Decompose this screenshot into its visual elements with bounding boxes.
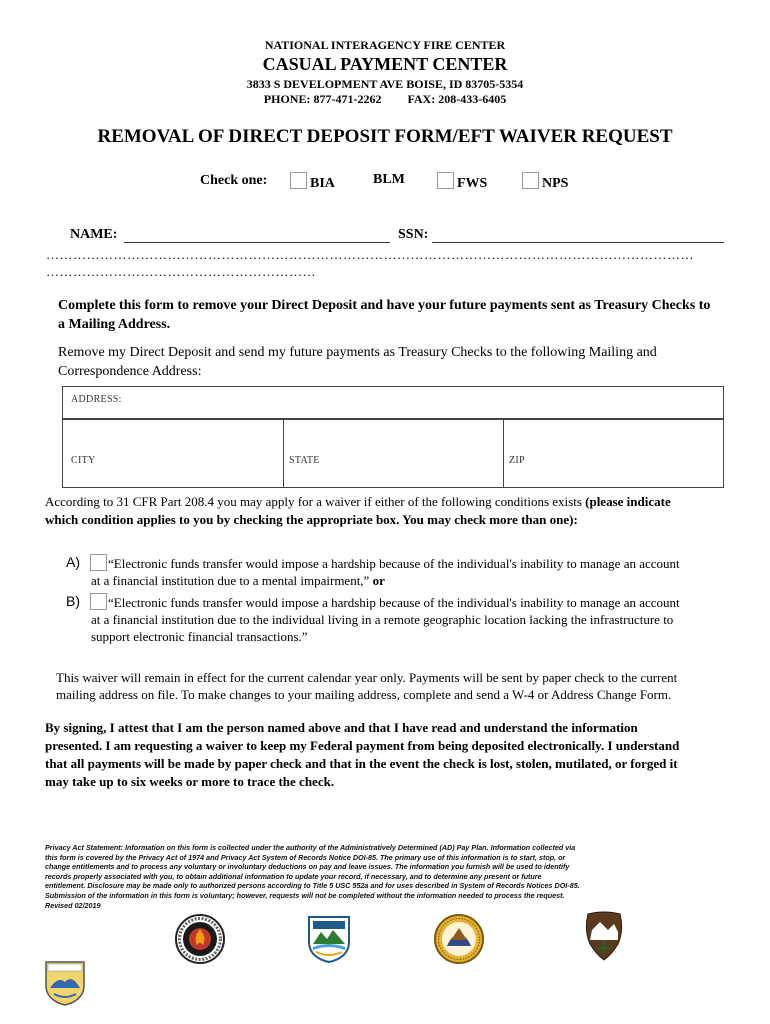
attestation-line-1: By signing, I attest that I am the person named above and that I have read and understand the information <box>45 720 638 735</box>
bia-label: BIA <box>310 176 335 191</box>
option-a-line-2 <box>91 572 385 589</box>
nps-checkbox[interactable] <box>522 172 539 189</box>
privacy-line-4: records properly associated with you, to obtain additional information to update your record, if necessary, and to determine any present or future <box>45 871 542 881</box>
ssn-label: SSN: <box>398 227 429 242</box>
check-option-blm[interactable] <box>373 172 405 188</box>
check-option-bia[interactable] <box>290 172 335 192</box>
waiver-intro-line-1 <box>45 493 745 510</box>
effect-notice-line-1: This waiver will remain in effect for the current calendar year only. Payments will be sent by paper check to the current <box>56 670 678 685</box>
bia-seal-icon <box>175 914 225 964</box>
fws-label: FWS <box>457 176 488 191</box>
dotted-line-2: …………………………………………………… <box>46 264 316 279</box>
center-address: 3833 S DEVELOPMENT AVE BOISE, ID 83705-5354 <box>246 77 524 91</box>
privacy-line-6: Submission of the information in this form is voluntary; however, requests will not be completed without the information needed to process the request. <box>45 890 565 900</box>
name-input-line[interactable] <box>124 242 390 243</box>
usfws-shield-icon <box>44 960 86 1006</box>
waiver-intro-line-2: which condition applies to you by checking the appropriate box. You may check more than one): <box>45 512 578 527</box>
address-field[interactable] <box>62 386 724 420</box>
option-b-line-2: at a financial institution due to the individual living in a remote geographic location lacking the infrastructure to <box>91 612 674 627</box>
option-a-line-2-text: at a financial institution due to a mental impairment,” <box>91 573 370 588</box>
fws-seal-icon <box>433 914 485 964</box>
option-b-letter: B) <box>66 593 80 609</box>
attestation-line-3: that all payments will be made by paper check and that in the event the check is lost, stolen, mutilated, or forged it <box>45 756 678 771</box>
fax-number: FAX: 208-433-6405 <box>407 92 507 106</box>
contact-line <box>0 92 770 107</box>
bia-checkbox[interactable] <box>290 172 307 189</box>
phone-number: PHONE: 877-471-2262 <box>263 92 382 106</box>
dotted-line-1: ……………………………………………………………………………………………………………………………… <box>46 247 694 262</box>
intro-line-1: Remove my Direct Deposit and send my future payments as Treasury Checks to the following Mailing and <box>58 345 657 360</box>
city-field[interactable] <box>62 418 284 488</box>
address-label: ADDRESS: <box>71 394 122 405</box>
privacy-revised: Revised 02/2019 <box>45 900 101 910</box>
privacy-statement <box>45 843 735 910</box>
zip-label: ZIP <box>509 455 525 466</box>
check-option-nps[interactable] <box>522 172 568 192</box>
name-label: NAME: <box>70 227 118 242</box>
option-a-letter: A) <box>66 554 80 570</box>
intro-line-2: Correspondence Address: <box>58 364 202 379</box>
privacy-line-3: change entitlements and to process any voluntary or involuntary deductions on pay and leave issues. The information you furnish will be used to identify <box>45 862 570 872</box>
option-a-checkbox[interactable] <box>90 554 107 571</box>
blm-label: BLM <box>373 172 405 187</box>
state-label: STATE <box>289 455 320 466</box>
ssn-input-line[interactable] <box>432 242 724 243</box>
attestation-line-2: presented. I am requesting a waiver to keep my Federal payment from being deposited electronically. I understand <box>45 738 680 753</box>
waiver-intro-bold-1: (please indicate <box>585 494 671 509</box>
privacy-line-5: entitlement. Disclosure may be made only to authorized persons according to Title 5 USC 552a and for uses described in System of Records Notices DOI-85. <box>45 881 580 891</box>
nps-label: NPS <box>542 176 569 191</box>
state-field[interactable] <box>283 418 504 488</box>
attestation-line-4: may take up to six weeks or more to trace the check. <box>45 774 335 789</box>
intro-instruction: Complete this form to remove your Direct Deposit and have your future payments sent as Treasury Checks to a Mailing Address. <box>58 298 711 332</box>
agency-name: NATIONAL INTERAGENCY FIRE CENTER <box>264 38 506 52</box>
option-a-line-1: “Electronic funds transfer would impose a hardship because of the individual's inability to manage an account <box>108 556 680 571</box>
privacy-line-2: this form is covered by the Privacy Act of 1974 and Privacy Act System of Records Notice DOI-85. The primary use of this information is to start, stop, or <box>45 852 566 862</box>
nps-arrowhead-icon <box>582 910 626 962</box>
blm-shield-icon <box>306 914 352 964</box>
zip-field[interactable] <box>503 418 724 488</box>
fws-checkbox[interactable] <box>437 172 454 189</box>
option-b-line-1: “Electronic funds transfer would impose a hardship because of the individual's inability to manage an account <box>108 595 680 610</box>
option-b-line-3: support electronic financial transactions.” <box>91 629 308 644</box>
check-option-fws[interactable] <box>437 172 487 192</box>
option-b-checkbox[interactable] <box>90 593 107 610</box>
effect-notice-line-2: mailing address on file. To make changes to your mailing address, complete and send a W-4 or Address Change Form. <box>56 687 672 702</box>
city-label: CITY <box>71 455 96 466</box>
check-one-label: Check one: <box>200 173 268 188</box>
form-title: REMOVAL OF DIRECT DEPOSIT FORM/EFT WAIVER REQUEST <box>97 126 673 147</box>
center-name: CASUAL PAYMENT CENTER <box>262 54 508 74</box>
option-a-or: or <box>372 573 385 588</box>
waiver-intro-plain: According to 31 CFR Part 208.4 you may apply for a waiver if either of the following conditions exists <box>45 494 586 509</box>
privacy-line-1: Privacy Act Statement: Information on this form is collected under the authority of the Administratively Determined (AD) Pay Plan. Information collected via <box>45 843 576 852</box>
